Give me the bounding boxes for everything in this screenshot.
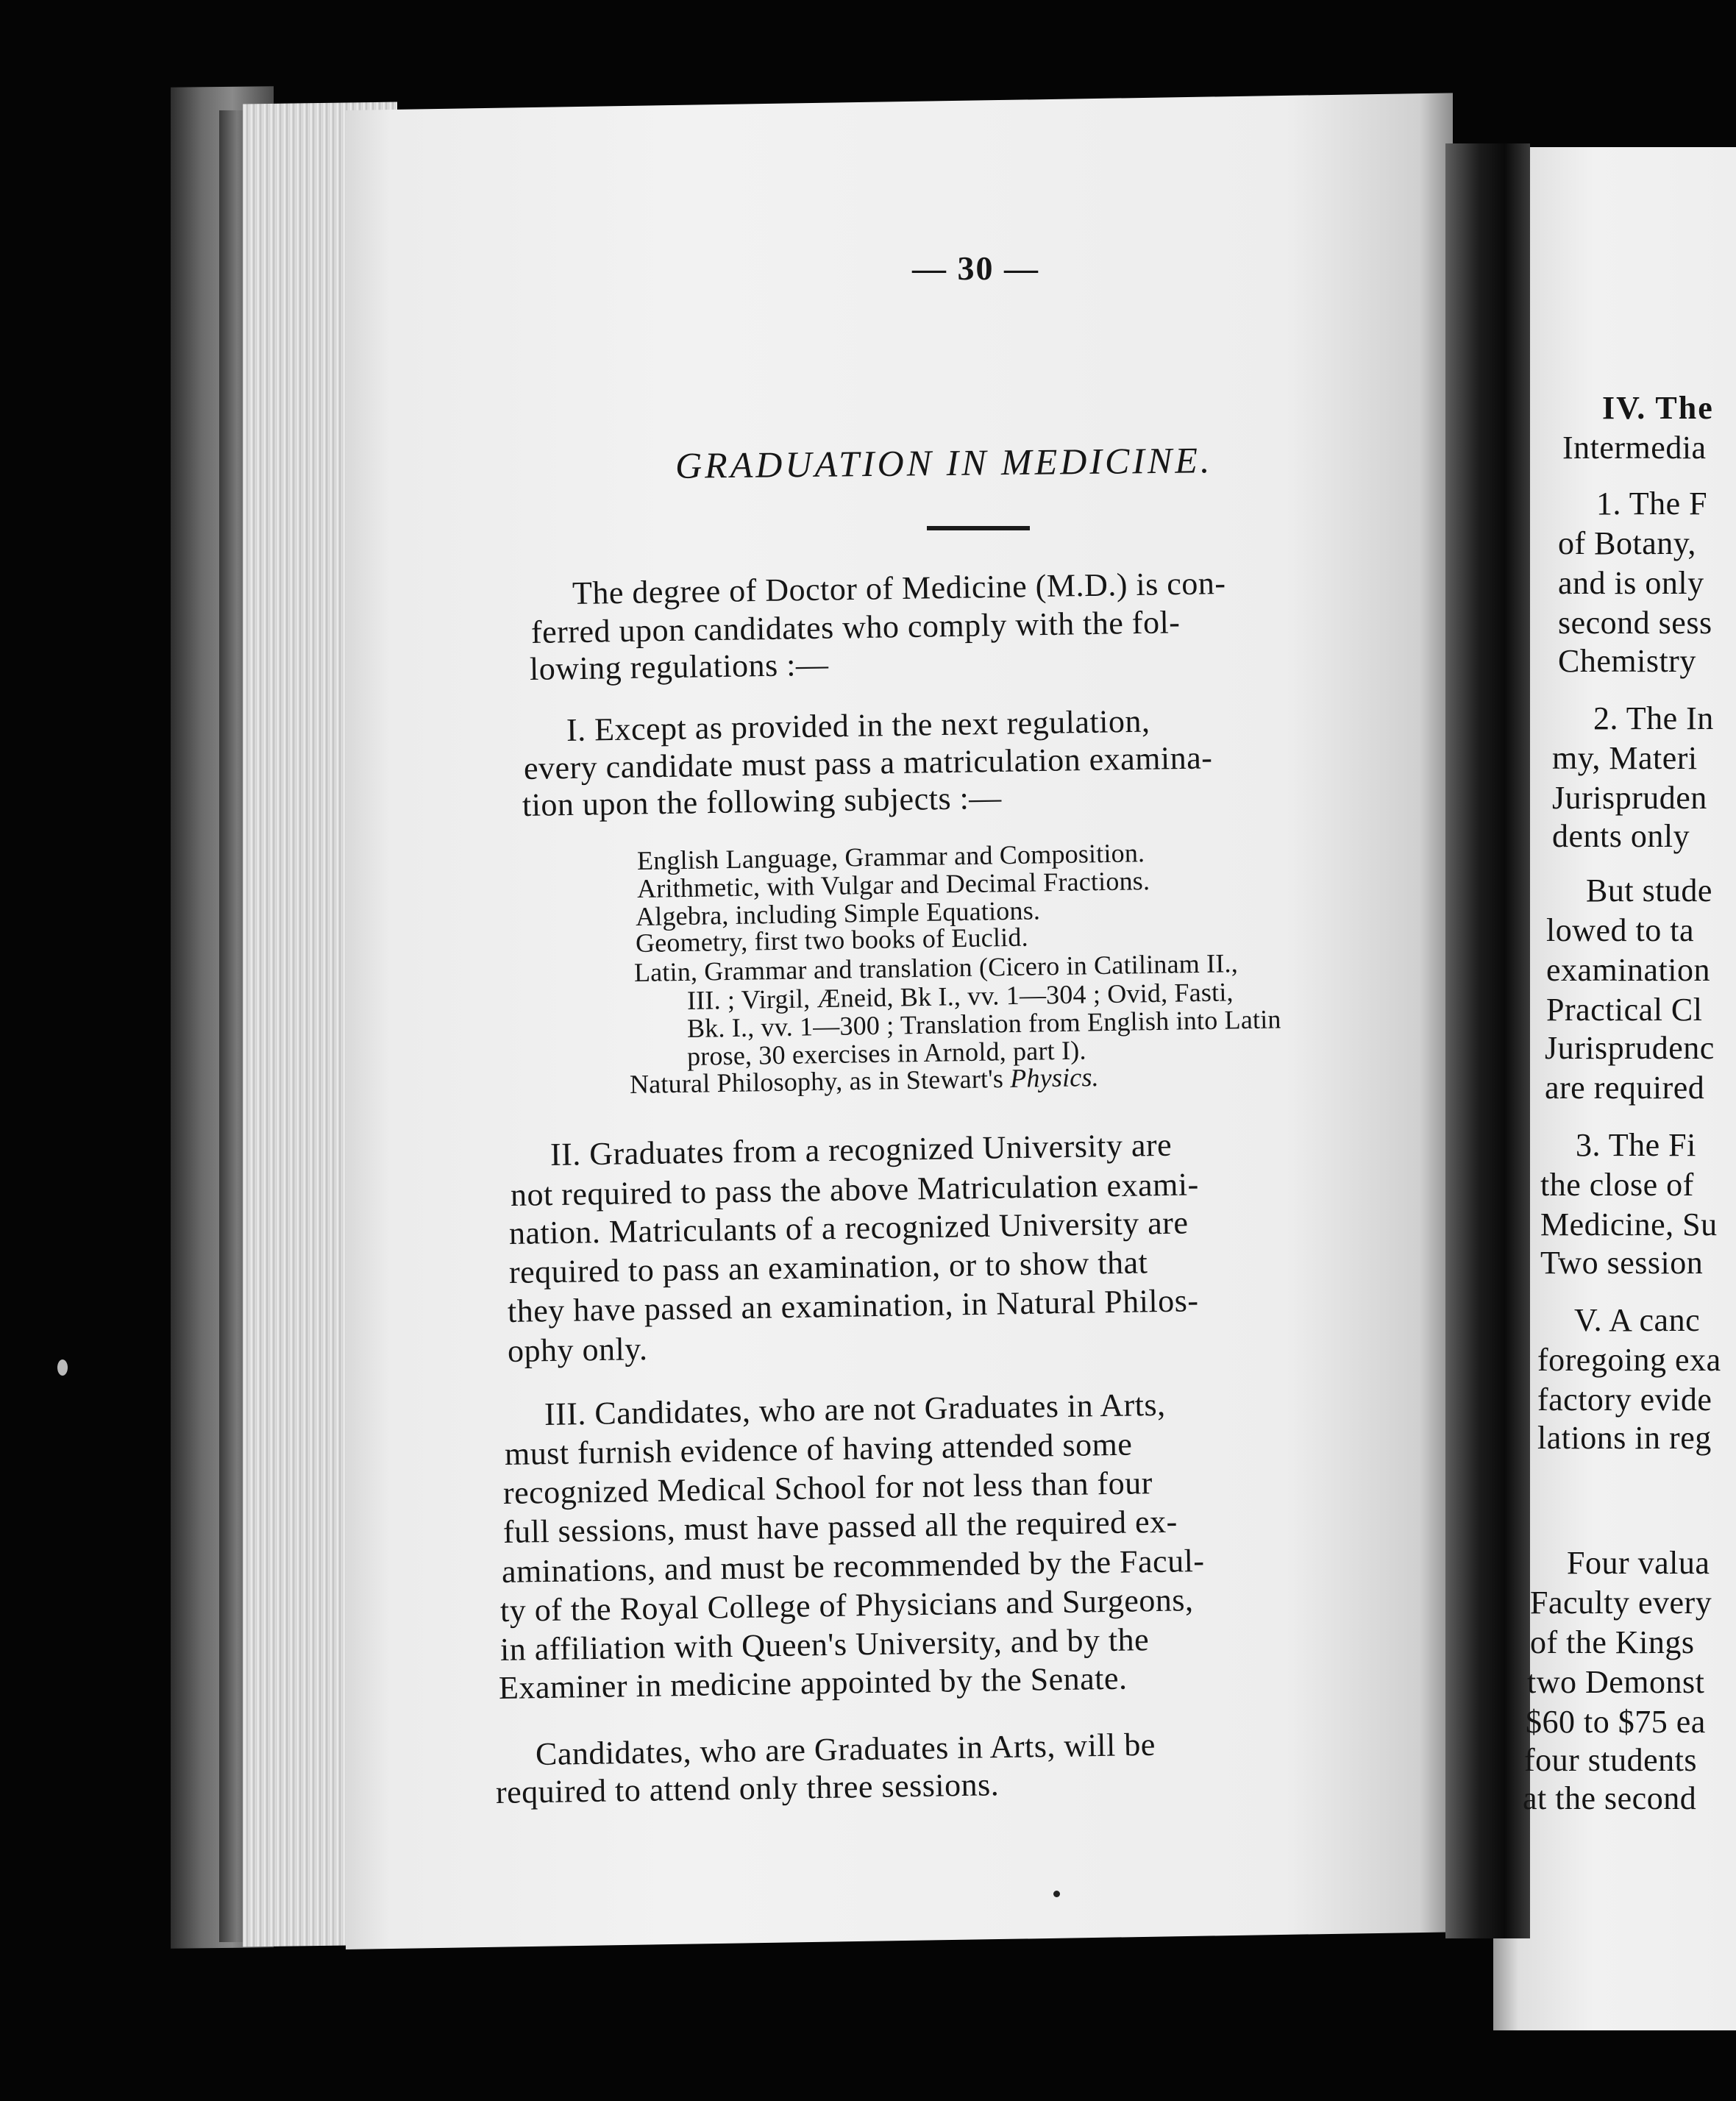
- intro-line: The degree of Doctor of Medicine (M.D.) is con-: [572, 565, 1226, 611]
- right-fragment: Practical Cl: [1546, 992, 1703, 1028]
- right-fragment: Chemistry: [1558, 643, 1696, 679]
- right-fragment: two Demonst: [1527, 1664, 1705, 1700]
- subject-item: III. ; Virgil, Æneid, Bk I., vv. 1—304 ; Ovid, Fasti,: [686, 977, 1234, 1015]
- regulation-2-line: nation. Matriculants of a recognized University are: [508, 1204, 1189, 1251]
- right-fragment: But stude: [1586, 872, 1712, 909]
- subject-item: prose, 30 exercises in Arnold, part I).: [686, 1035, 1086, 1071]
- right-fragment: four students: [1524, 1742, 1698, 1778]
- regulation-2-line: required to pass an examination, or to show that: [508, 1244, 1148, 1290]
- right-fragment: and is only: [1558, 565, 1704, 601]
- right-fragment: IV. The: [1602, 390, 1714, 426]
- right-fragment: my, Materi: [1552, 740, 1698, 776]
- closing-line: Candidates, who are Graduates in Arts, will be: [535, 1726, 1156, 1772]
- subject-item: Latin, Grammar and translation (Cicero in Catilinam II.,: [633, 948, 1239, 987]
- right-fragment: factory evide: [1537, 1382, 1712, 1418]
- right-fragment: of the Kings: [1530, 1624, 1695, 1660]
- subject-item: Geometry, first two books of Euclid.: [635, 922, 1029, 958]
- right-fragment: Four valua: [1567, 1545, 1710, 1581]
- right-fragment: 3. The Fi: [1576, 1127, 1696, 1163]
- intro-line: lowing regulations :—: [529, 646, 829, 687]
- regulation-2-line: ophy only.: [507, 1331, 648, 1369]
- right-fragment: Two session: [1540, 1245, 1704, 1281]
- right-fragment: lations in reg: [1537, 1420, 1712, 1456]
- right-fragment: Jurisprudenc: [1545, 1030, 1715, 1066]
- closing-line: required to attend only three sessions.: [495, 1766, 1000, 1810]
- subject-item: Bk. I., vv. 1—300 ; Translation from English into Latin: [686, 1004, 1281, 1043]
- right-fragment: Medicine, Su: [1540, 1206, 1718, 1243]
- page-title: GRADUATION IN MEDICINE.: [675, 439, 1213, 486]
- right-fragment: the close of: [1540, 1167, 1694, 1203]
- right-fragment: Jurispruden: [1552, 780, 1707, 816]
- right-fragment: at the second: [1523, 1780, 1697, 1816]
- right-fragment: V. A canc: [1574, 1302, 1701, 1338]
- regulation-2-line: they have passed an examination, in Natural Philos-: [507, 1282, 1199, 1329]
- regulation-3-line: aminations, and must be recommended by the Facul-: [501, 1542, 1205, 1590]
- regulation-3-line: ty of the Royal College of Physicians and Surgeons,: [499, 1582, 1194, 1629]
- regulation-3-line: III. Candidates, who are not Graduates in Arts,: [544, 1386, 1166, 1432]
- page-number: — 30 —: [912, 249, 1039, 287]
- regulation-3-line: recognized Medical School for not less than four: [502, 1465, 1153, 1511]
- right-fragment: are required: [1545, 1070, 1705, 1106]
- intro-line: ferred upon candidates who comply with the fol-: [530, 604, 1181, 650]
- regulation-1-line: I. Except as provided in the next regulation,: [566, 703, 1150, 748]
- right-fragment: Intermedia: [1562, 430, 1707, 466]
- regulation-3-line: must furnish evidence of having attended some: [504, 1426, 1133, 1472]
- right-fragment: foregoing exa: [1537, 1342, 1721, 1378]
- right-fragment: 2. The In: [1593, 700, 1714, 736]
- right-fragment: 1. The F: [1596, 486, 1708, 522]
- subject-item: Natural Philosophy, as in Stewart's Physics.: [629, 1062, 1100, 1099]
- regulation-2-line: II. Graduates from a recognized University are: [549, 1126, 1173, 1173]
- regulation-3-line: in affiliation with Queen's University, and by the: [499, 1621, 1150, 1668]
- regulation-3-line: full sessions, must have passed all the required ex-: [502, 1503, 1178, 1550]
- right-fragment: Faculty every: [1530, 1585, 1712, 1621]
- subject-item: Arithmetic, with Vulgar and Decimal Fractions.: [636, 866, 1150, 903]
- right-fragment: lowed to ta: [1546, 912, 1695, 948]
- subject-item: Algebra, including Simple Equations.: [635, 895, 1041, 931]
- right-fragment: dents only: [1552, 818, 1690, 854]
- regulation-1-line: every candidate must pass a matriculation examina-: [523, 739, 1213, 786]
- regulation-3-line: Examiner in medicine appointed by the Senate.: [498, 1660, 1128, 1706]
- regulation-1-line: tion upon the following subjects :—: [522, 779, 1003, 823]
- subject-item: English Language, Grammar and Composition.: [636, 838, 1145, 875]
- right-fragment: of Botany,: [1558, 525, 1696, 561]
- right-fragment: $60 to $75 ea: [1526, 1704, 1706, 1740]
- regulation-2-line: not required to pass the above Matriculation exami-: [510, 1166, 1200, 1213]
- right-fragment: second sess: [1558, 605, 1712, 641]
- right-fragment: examination: [1546, 952, 1710, 988]
